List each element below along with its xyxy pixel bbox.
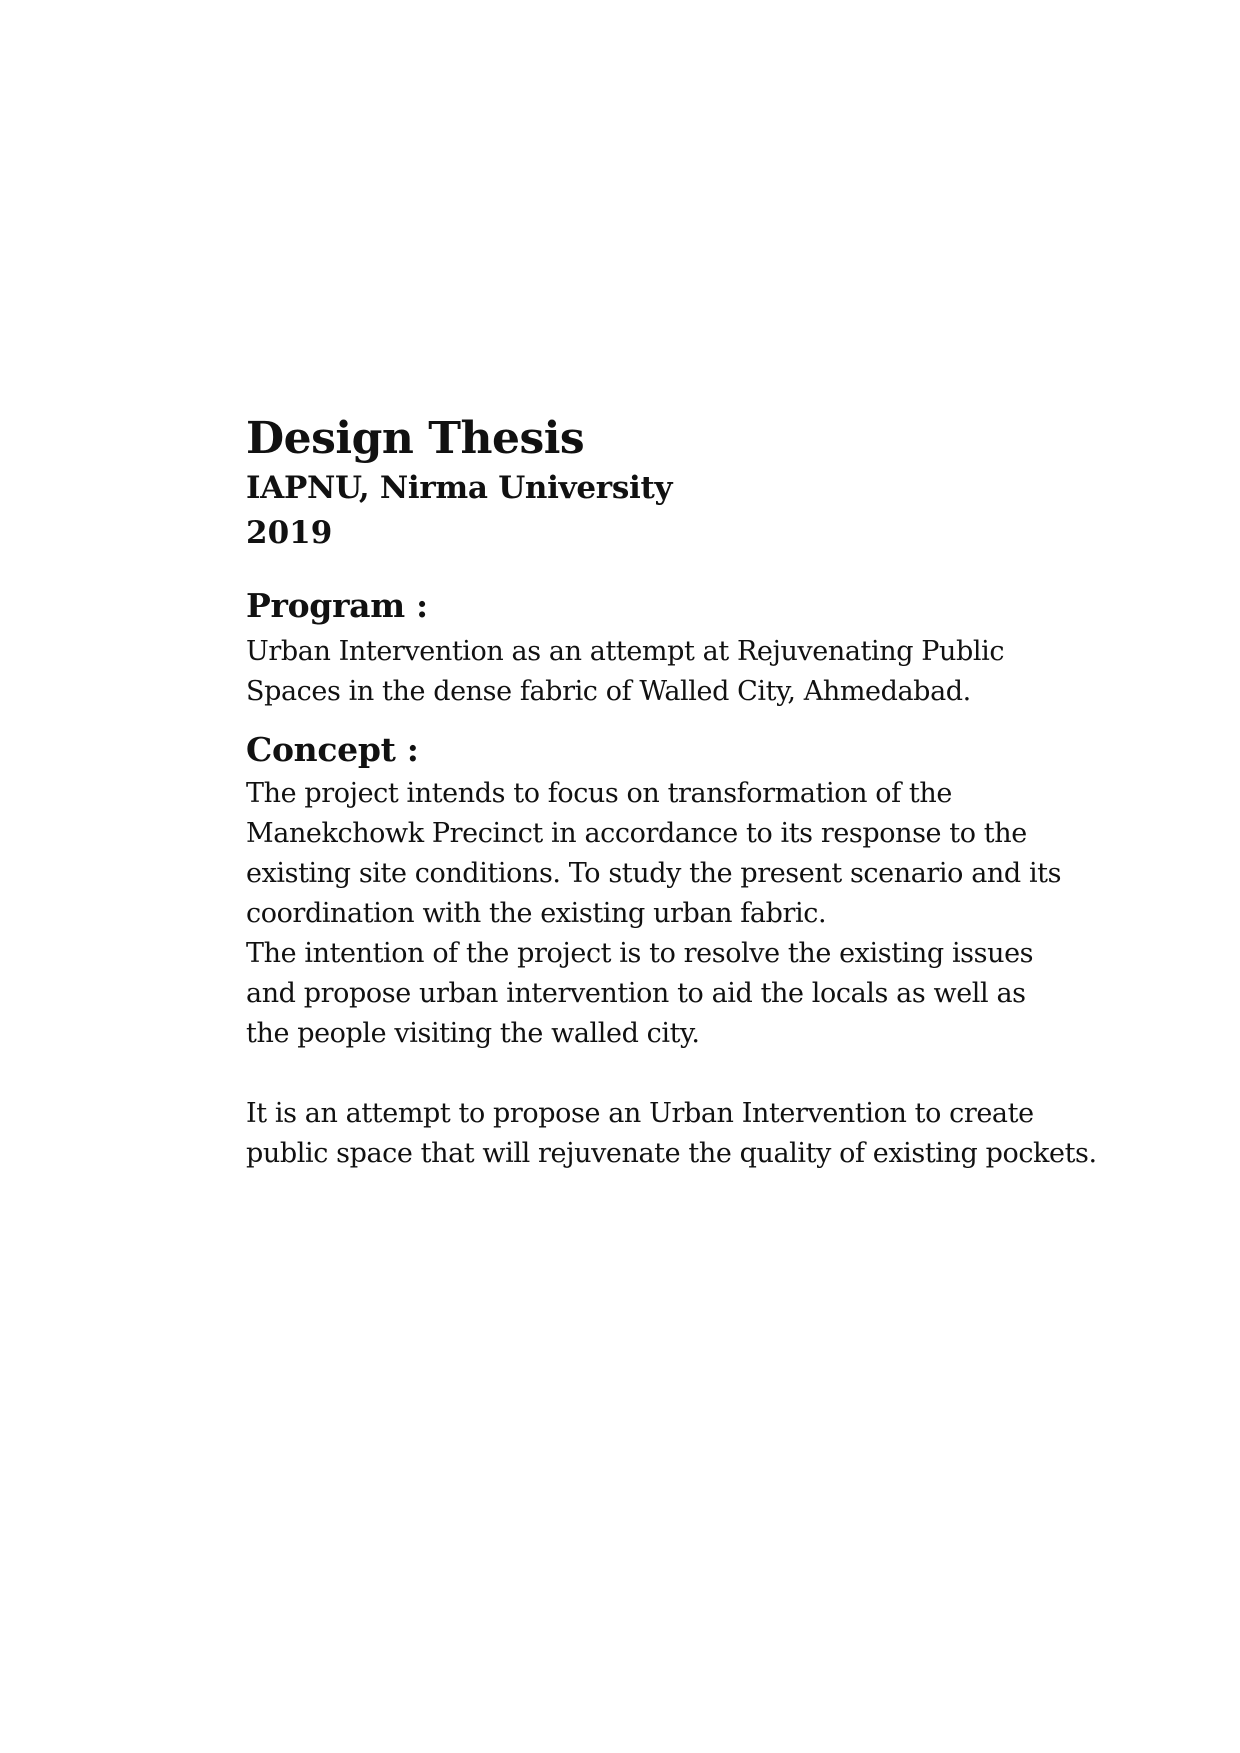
institution-name: IAPNU, Nirma University <box>246 470 673 506</box>
program-description <box>246 632 1166 712</box>
program-heading: Program : <box>246 586 428 625</box>
program-section <box>246 584 1166 712</box>
concept-line: The project intends to focus on transformation of the <box>246 778 952 809</box>
concept-line: the people visiting the walled city. <box>246 1018 700 1049</box>
concept-line: and propose urban intervention to aid the locals as well as <box>246 978 1026 1009</box>
thesis-year: 2019 <box>246 515 333 551</box>
closing-paragraph <box>246 1094 1166 1174</box>
closing-line: It is an attempt to propose an Urban Intervention to create <box>246 1098 1034 1129</box>
concept-paragraph <box>246 774 1166 1054</box>
concept-line: existing site conditions. To study the present scenario and its <box>246 858 1062 889</box>
concept-line: Manekchowk Precinct in accordance to its response to the <box>246 818 1027 849</box>
closing-line: public space that will rejuvenate the quality of existing pockets. <box>246 1138 1097 1169</box>
concept-line: coordination with the existing urban fabric. <box>246 898 827 929</box>
concept-heading: Concept : <box>246 730 419 769</box>
concept-line: The intention of the project is to resolve the existing issues <box>246 938 1034 969</box>
concept-section <box>246 728 1166 1174</box>
program-line: Spaces in the dense fabric of Walled City, Ahmedabad. <box>246 676 971 707</box>
program-line: Urban Intervention as an attempt at Rejuvenating Public <box>246 636 1005 667</box>
document-title: Design Thesis <box>246 413 585 464</box>
thesis-page <box>246 412 1166 1174</box>
